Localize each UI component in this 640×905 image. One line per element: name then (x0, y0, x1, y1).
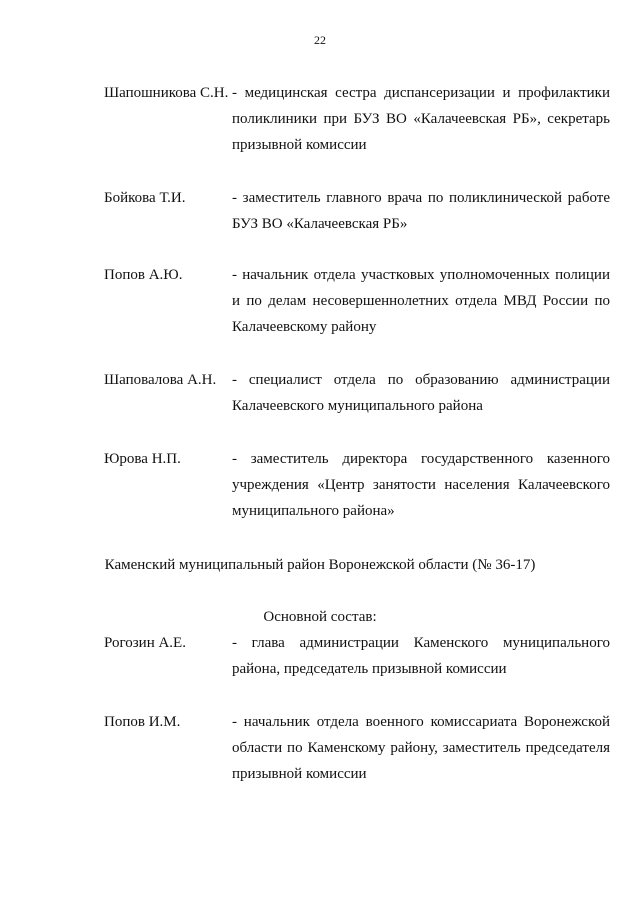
member-role: - заместитель главного врача по поликлинической работе БУЗ ВО «Калачеевская РБ» (232, 190, 610, 232)
member-name: Рогозин А.Е. (104, 635, 186, 651)
member-name: Шапошникова С.Н. (104, 85, 229, 101)
member-name: Бойкова Т.И. (104, 190, 186, 206)
member-role: - начальник отдела участковых уполномоченных полиции и по делам несовершеннолетних отдела МВД России по Калачеевскому району (232, 267, 610, 335)
member-name: Попов А.Ю. (104, 267, 183, 283)
member-role: - начальник отдела военного комиссариата Воронежской области по Каменскому району, заместитель председателя призывной комиссии (232, 714, 610, 782)
member-role: - медицинская сестра диспансеризации и профилактики поликлиники при БУЗ ВО «Калачеевская РБ», секретарь призывной комиссии (232, 85, 610, 153)
member-role: - глава администрации Каменского муниципального района, председатель призывной комиссии (232, 635, 610, 677)
member-role: - заместитель директора государственного казенного учреждения «Центр занятости населения Калачеевского муниципального района» (232, 451, 610, 519)
section-title: Каменский муниципальный район Воронежской области (№ 36-17) (104, 557, 536, 573)
page-number: 22 (314, 33, 326, 47)
member-name: Попов И.М. (104, 714, 181, 730)
member-name: Юрова Н.П. (104, 451, 181, 467)
member-name: Шаповалова А.Н. (104, 372, 217, 388)
member-role: - специалист отдела по образованию администрации Калачеевского муниципального района (232, 372, 610, 414)
section-subheading: Основной состав: (263, 609, 377, 625)
